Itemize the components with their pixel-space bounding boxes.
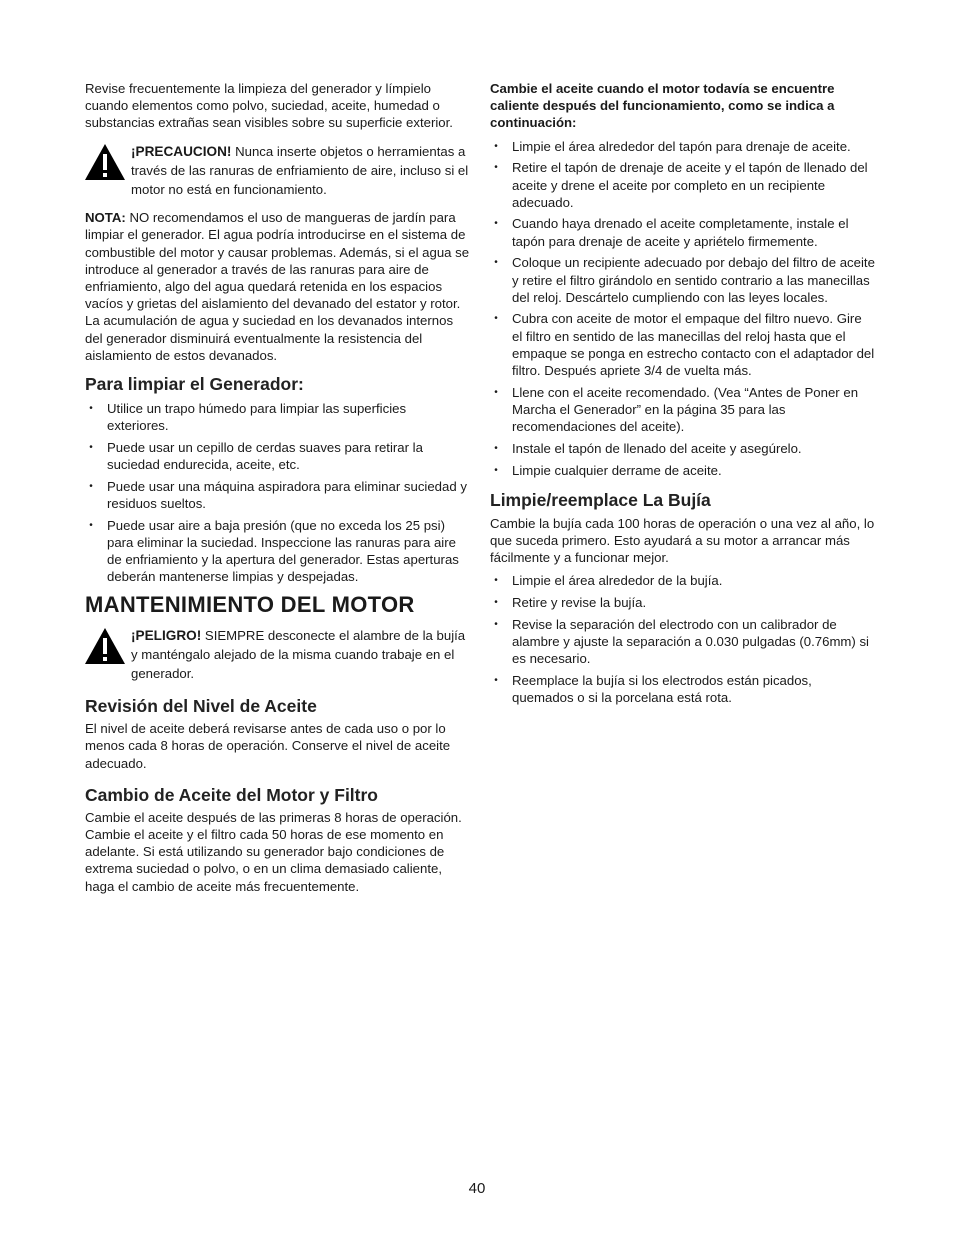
section-title: MANTENIMIENTO DEL MOTOR xyxy=(85,591,415,617)
right-column xyxy=(490,80,875,711)
oil-change-steps xyxy=(490,138,875,479)
list-item: • Utilice un trapo húmedo para limpiar las superficies exteriores. xyxy=(89,401,407,434)
list-item: • Coloque un recipiente adecuado por debajo del filtro de aceite y retire el filtro girándolo en sentido contrario a las manecillas del reloj. Descártelo cumpliendo con las leyes locales. xyxy=(494,255,875,305)
danger-text xyxy=(131,626,470,684)
spark-plug-steps xyxy=(490,572,875,706)
list-item: • Puede usar una máquina aspiradora para eliminar suciedad y residuos sueltos. xyxy=(89,478,467,512)
note-body: NO recomendamos el uso de mangueras de jardín para limpiar el generador. El agua podría introducirse en el sistema de combustible del motor y causar problemas. Además, si el agua se introduce al generador a través de las ranuras para aire de enfriamiento, algo del agua quedará retenida en los espacios vacíos y grietas del aislamiento del devanado del estator y rotor. La acumulación de agua y suciedad en los devanados internos del generador disminuirá eventualmente la resistencia del aislamiento de estos devanados. xyxy=(85,210,470,363)
oil-change-heading: Cambio de Aceite del Motor y Filtro xyxy=(85,784,378,805)
note-paragraph xyxy=(85,209,470,364)
list-item: • Retire el tapón de drenaje de aceite y el tapón de llenado del aceite y drene el aceite por completo en un recipiente adecuado. xyxy=(494,160,868,210)
list-item: • Limpie el área alrededor de la bujía. xyxy=(494,573,723,589)
list-item: • Llene con el aceite recomendado. (Vea “Antes de Poner en Marcha el Generador” en la página 35 para las recomendaciones del aceite). xyxy=(494,384,859,435)
caution-label: ¡PRECAUCION! xyxy=(131,143,232,159)
spark-plug-heading: Limpie/reemplace La Bujía xyxy=(490,489,711,510)
list-item: • Limpie el área alrededor del tapón para drenaje de aceite. xyxy=(494,138,851,154)
oil-level-paragraph: El nivel de aceite deberá revisarse antes de cada uso o por lo menos cada 8 horas de operación. Conserve el nivel de aceite adecuado. xyxy=(85,721,451,771)
caution-body: Nunca inserte objetos o herramientas a través de las ranuras de enfriamiento de aire, incluso si el motor no está en funcionamiento. xyxy=(131,143,469,198)
list-item: • Instale el tapón de llenado del aceite y asegúrelo. xyxy=(494,440,802,456)
oil-change-intro: Cambie el aceite cuando el motor todavía se encuentre caliente después del funcionamiento, como se indica a continuación: xyxy=(490,81,835,131)
warning-triangle-icon xyxy=(85,628,125,664)
list-item: • Retire y revise la bujía. xyxy=(494,595,647,611)
list-item: • Puede usar aire a baja presión (que no exceda los 25 psi) para eliminar la suciedad. Inspeccione las ranuras para aire de enfriamiento y la apertura del generador. Estas aperturas deberán mantenerse limpias y despejadas. xyxy=(89,517,459,585)
caution-block xyxy=(85,142,470,200)
list-item: • Revise la separación del electrodo con un calibrador de alambre y ajuste la separación a 0.030 pulgadas (0.76mm) si es necesario. xyxy=(494,616,869,667)
danger-label: ¡PELIGRO! xyxy=(131,627,202,643)
oil-change-paragraph: Cambie el aceite después de las primeras 8 horas de operación. Cambie el aceite y el filtro cada 50 horas de ese momento en adelante. Si está utilizando su generador bajo condiciones de extrema suciedad o polvo, o en un clima demasiado caliente, haga el cambio de aceite más frecuentemente. xyxy=(85,809,462,894)
clean-list xyxy=(85,400,470,586)
list-item: • Cubra con aceite de motor el empaque del filtro nuevo. Gire el filtro en sentido de las manecillas del reloj hasta que el empaque se ponga en estrecho contacto con el adaptador del filtro. Después apriete 3/4 de vuelta más. xyxy=(494,311,875,379)
danger-body: SIEMPRE desconecte el alambre de la bujía y manténgalo alejado de la misma cuando trabaje en el generador. xyxy=(131,627,466,681)
oil-level-heading: Revisión del Nivel de Aceite xyxy=(85,696,317,717)
note-label: NOTA: xyxy=(85,210,126,226)
left-column xyxy=(85,80,470,895)
clean-heading: Para limpiar el Generador: xyxy=(85,374,304,395)
spark-plug-paragraph: Cambie la bujía cada 100 horas de operación o una vez al año, lo que suceda primero. Esto ayudará a su motor a arrancar más fácilmente y a funcionar mejor. xyxy=(490,515,875,566)
list-item: • Reemplace la bujía si los electrodos están picados, quemados o si la porcelana está rota. xyxy=(494,672,812,706)
page-number: 40 xyxy=(468,1180,486,1197)
list-item: • Limpie cualquier derrame de aceite. xyxy=(494,462,722,478)
list-item: • Cuando haya drenado el aceite completamente, instale el tapón para drenaje de aceite y apriételo firmemente. xyxy=(494,216,849,249)
list-item: • Puede usar un cepillo de cerdas suaves para retirar la suciedad endurecida, aceite, etc. xyxy=(89,439,423,473)
warning-triangle-icon xyxy=(85,144,125,180)
caution-text xyxy=(131,142,470,200)
intro-paragraph: Revise frecuentemente la limpieza del generador y límpielo cuando elementos como polvo, suciedad, aceite, humedad o substancias extrañas sean visibles sobre su superficie exterior. xyxy=(85,81,453,131)
danger-block xyxy=(85,626,470,684)
